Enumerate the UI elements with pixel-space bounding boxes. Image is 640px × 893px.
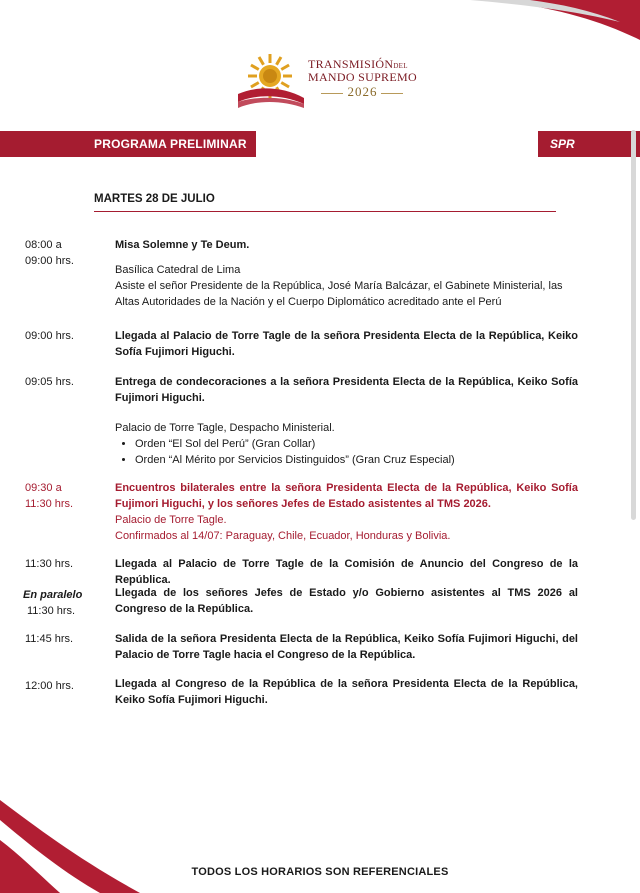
event-item [115, 631, 578, 663]
event-time: 11:45 hrs. [25, 633, 74, 645]
logo-year: 2026 [347, 84, 378, 100]
transmision-mando-supremo-logo [236, 50, 426, 110]
spr-header-bar [538, 131, 640, 157]
day-divider [94, 211, 556, 212]
event-time: 09:00 hrs. [25, 330, 74, 342]
event-time: 11:30 hrs. [25, 558, 74, 570]
day-title: MARTES 28 DE JULIO [94, 193, 215, 205]
event-place: Palacio de Torre Tagle. [115, 514, 227, 526]
event-item [115, 328, 578, 360]
list-item: • Orden “Al Mérito por Servicios Distinguidos” (Gran Cruz Especial) [135, 452, 578, 468]
bottom-left-ribbon-decoration [0, 800, 140, 893]
event-detail: Asiste el señor Presidente de la República, José María Balcázar, el Gabinete Ministerial, las Altas Autoridades de la Nación y el Cuerpo Diplomático acreditado ante el Perú [115, 280, 563, 308]
logo-line2: MANDO SUPREMO [308, 69, 417, 84]
sun-emblem-icon [236, 50, 306, 110]
event-title: Llegada al Congreso de la República de la señora Presidenta Electa de la República, Keiko Sofía Fujimori Higuchi. [115, 678, 578, 706]
event-title: Entrega de condecoraciones a la señora Presidenta Electa de la República, Keiko Sofía Fujimori Higuchi. [115, 376, 578, 404]
event-time: 09:30 a 11:30 hrs. [25, 482, 74, 510]
event-time: 08:00 a 09:00 hrs. [25, 239, 74, 267]
event-item [115, 585, 578, 617]
event-place: Palacio de Torre Tagle, Despacho Ministerial. [115, 422, 335, 434]
event-time: 12:00 hrs. [25, 680, 74, 692]
event-place: Basílica Catedral de Lima [115, 264, 241, 276]
event-title: Llegada de los señores Jefes de Estado y/o Gobierno asistentes al TMS 2026 al Congreso de la República. [115, 587, 578, 615]
event-item [115, 556, 578, 588]
parallel-label: En paralelo [23, 589, 83, 601]
list-item: • Orden “El Sol del Perú” (Gran Collar) [135, 436, 578, 452]
event-time: 09:05 hrs. [25, 376, 74, 388]
event-item [115, 237, 578, 310]
top-right-ribbon-decoration [470, 0, 640, 40]
program-title: PROGRAMA PRELIMINAR [94, 137, 247, 151]
footer-note: TODOS LOS HORARIOS SON REFERENCIALES [191, 866, 449, 878]
event-item [115, 676, 578, 708]
event-item-highlighted [115, 480, 578, 544]
logo-line1-main: TRANSMISIÓN [308, 57, 394, 71]
event-item [115, 374, 578, 468]
program-header-bar [0, 131, 256, 157]
decoration-list [115, 436, 578, 468]
event-detail: Confirmados al 14/07: Paraguay, Chile, Ecuador, Honduras y Bolivia. [115, 530, 451, 542]
event-title: Llegada al Palacio de Torre Tagle de la señora Presidenta Electa de la República, Keiko Sofía Fujimori Higuchi. [115, 330, 578, 358]
event-title: Llegada al Palacio de Torre Tagle de la Comisión de Anuncio del Congreso de la República. [115, 558, 578, 586]
event-time: En paralelo 11:30 hrs. [23, 589, 83, 617]
spr-label: SPR [550, 137, 575, 151]
event-title: Encuentros bilaterales entre la señora Presidenta Electa de la República, Keiko Sofía Fujimori Higuchi, y los señores Jefes de Estado asistentes al TMS 2026. [115, 482, 578, 510]
event-title: Misa Solemne y Te Deum. [115, 239, 250, 251]
event-title: Salida de la señora Presidenta Electa de la República, Keiko Sofía Fujimori Higuchi, del Palacio de Torre Tagle hacia el Congreso de la República. [115, 633, 578, 661]
logo-line1-small: DEL [393, 62, 408, 70]
scrollbar[interactable] [631, 130, 636, 520]
